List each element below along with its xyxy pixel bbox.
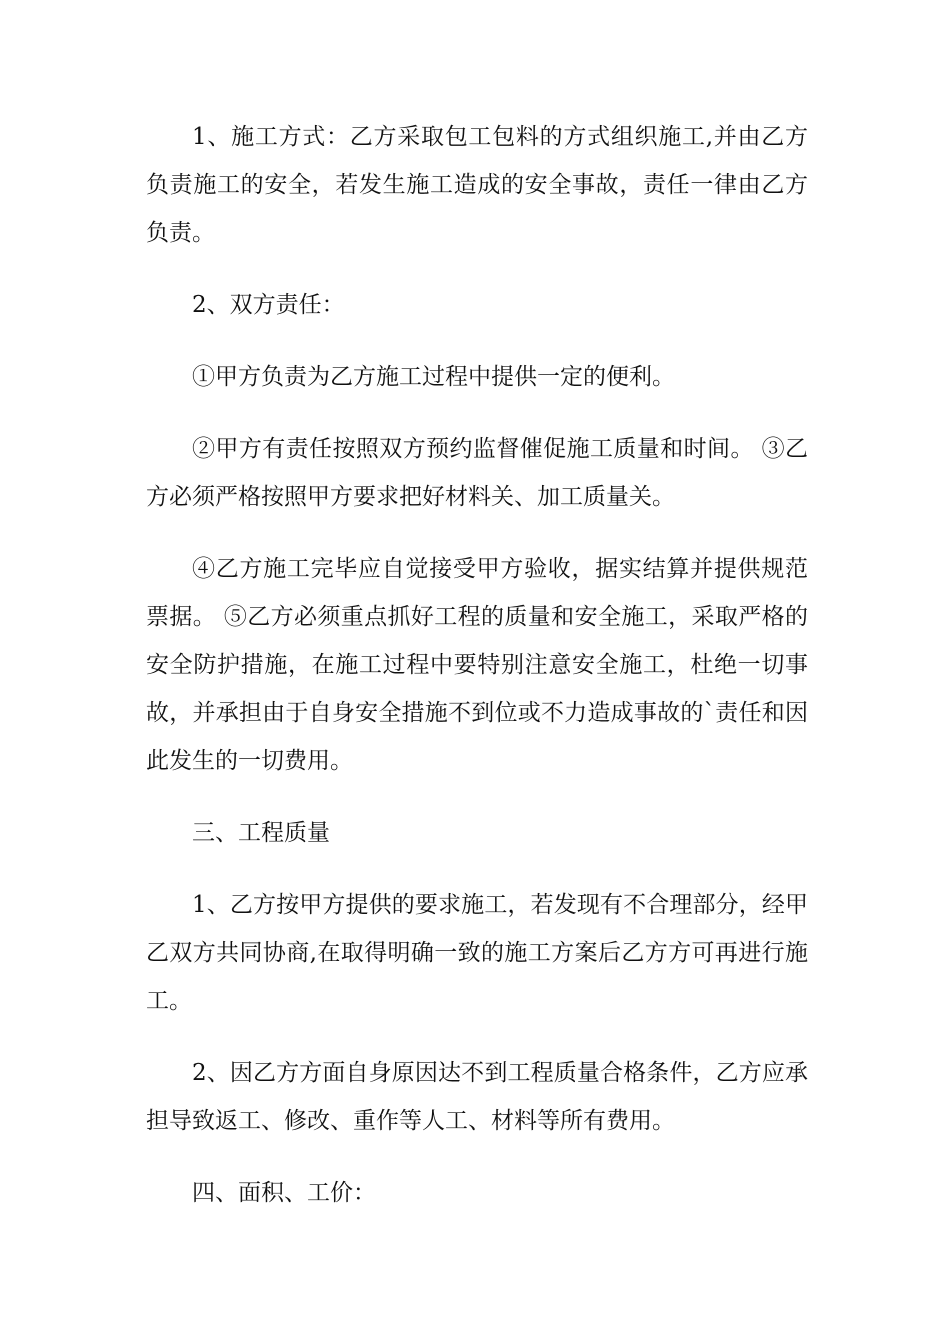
paragraph-rework-costs: 2、因乙方方面自身原因达不到工程质量合格条件，乙方应承担导致返工、修改、重作等人工、材料等所有费用。: [146, 1060, 808, 1134]
paragraph-responsibilities-heading: 2、双方责任：: [192, 292, 345, 318]
paragraph-party-a-convenience: ①甲方负责为乙方施工过程中提供一定的便利。: [192, 364, 675, 390]
paragraph-supervision-materials: ②甲方有责任按照双方预约监督催促施工质量和时间。 ③乙方必须严格按照甲方要求把好材料关、加工质量关。: [146, 436, 808, 510]
section-heading-quality: 三、工程质量: [192, 820, 330, 846]
paragraph-construction-method: 1、施工方式：乙方采取包工包料的方式组织施工,并由乙方负责施工的安全，若发生施工造成的安全事故，责任一律由乙方负责。: [146, 124, 808, 246]
paragraph-acceptance-safety: ④乙方施工完毕应自觉接受甲方验收，据实结算并提供规范票据。 ⑤乙方必须重点抓好工程的质量和安全施工，采取严格的安全防护措施，在施工过程中要特别注意安全施工，杜绝一切事故，并承担由于自身安全措施不到位或不力造成事故的`责任和因此发生的一切费用。: [146, 556, 808, 774]
document-page: [146, 113, 808, 1241]
section-heading-area-price: 四、面积、工价：: [192, 1180, 376, 1206]
paragraph-quality-requirements: 1、乙方按甲方提供的要求施工，若发现有不合理部分，经甲乙双方共同协商,在取得明确一致的施工方案后乙方方可再进行施工。: [146, 892, 808, 1014]
